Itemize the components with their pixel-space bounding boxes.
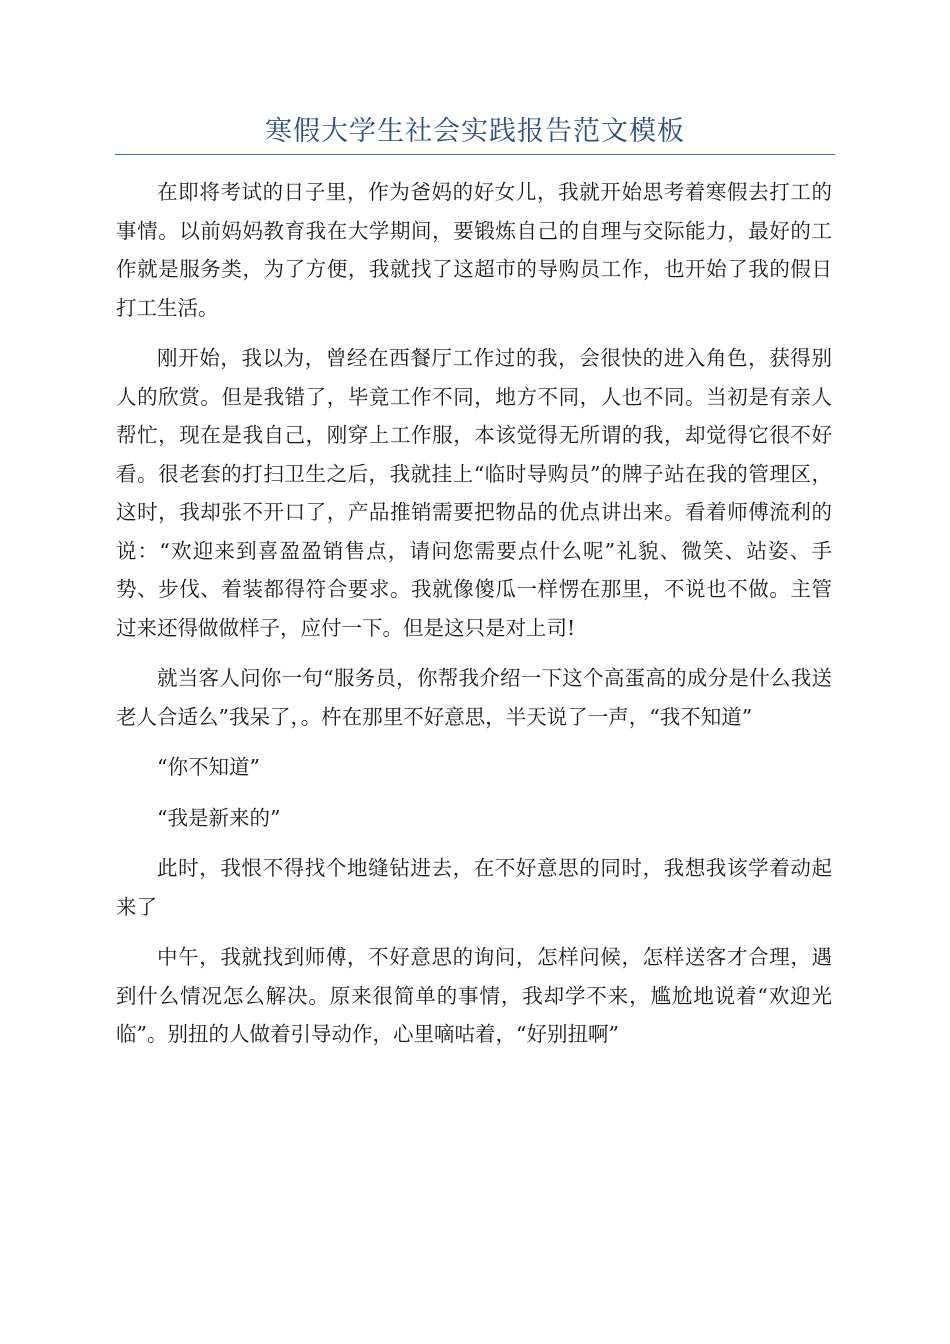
paragraph-7: 中午，我就找到师傅，不好意思的询问，怎样问候，怎样送客才合理，遇到什么情况怎么解决。原来很简单的事情，我却学不来，尴尬地说着“欢迎光临”。别扭的人做着引导动作，心里嘀咕着，“好别扭啊” bbox=[116, 945, 832, 1046]
paragraph-3: 就当客人问你一句“服务员，你帮我介绍一下这个高蛋高的成分是什么我送老人合适么”我呆了，。杵在那里不好意思，半天说了一声，“我不知道” bbox=[116, 666, 832, 729]
page-title: 寒假大学生社会实践报告范文模板 bbox=[265, 116, 685, 147]
paragraph-6: 此时，我恨不得找个地缝钻进去，在不好意思的同时，我想我该学着动起来了 bbox=[116, 856, 832, 919]
paragraph-5: “我是新来的” bbox=[157, 805, 281, 830]
paragraph-2: 刚开始，我以为，曾经在西餐厅工作过的我，会很快的进入角色，获得别人的欣赏。但是我错了，毕竟工作不同，地方不同，人也不同。当初是有亲人帮忙，现在是我自己，刚穿上工作服，本该觉得无所谓的我，却觉得它很不好看。很老套的打扫卫生之后，我就挂上“临时导购员”的牌子站在我的管理区，这时，我却张不开口了，产品推销需要把物品的优点讲出来。看着师傅流利的说：“欢迎来到喜盈盈销售点，请问您需要点什么呢”礼貌、微笑、站姿、手势、步伐、着装都得符合要求。我就像傻瓜一样愣在那里，不说也不做。主管过来还得做做样子，应付一下。但是这只是对上司! bbox=[116, 346, 832, 640]
title-underline bbox=[115, 154, 835, 155]
document-body bbox=[116, 173, 832, 1066]
paragraph-4: “你不知道” bbox=[157, 755, 260, 779]
paragraph-1: 在即将考试的日子里，作为爸妈的好女儿，我就开始思考着寒假去打工的事情。以前妈妈教育我在大学期间，要锻炼自己的自理与交际能力，最好的工作就是服务类，为了方便，我就找了这超市的导购员工作，也开始了我的假日打工生活。 bbox=[116, 180, 832, 320]
